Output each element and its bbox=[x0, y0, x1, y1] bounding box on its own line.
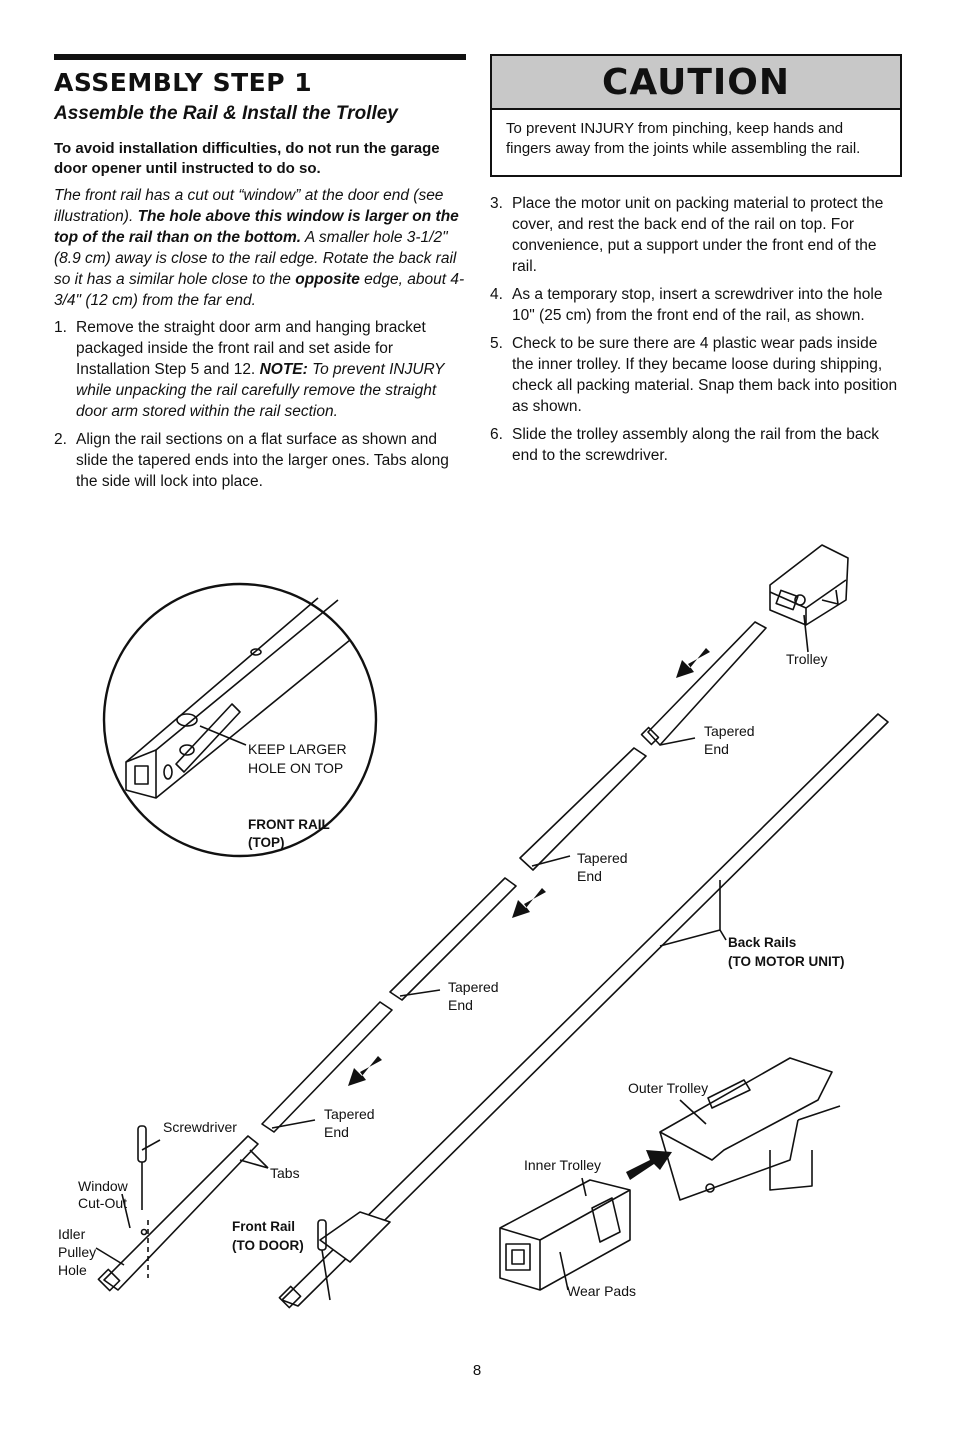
label-to-motor-unit: (TO MOTOR UNIT) bbox=[728, 954, 845, 969]
step-item-3 bbox=[490, 193, 902, 277]
step-text bbox=[76, 317, 466, 422]
intro-bold-2: opposite bbox=[295, 271, 360, 288]
label-screwdriver: Screwdriver bbox=[163, 1119, 237, 1135]
step-text: Align the rail sections on a flat surface as shown and slide the tapered ends into the larger ones. Tabs along the side will lock into place. bbox=[76, 431, 449, 490]
note-text: To prevent INJURY while unpacking the rail carefully remove the straight door arm stored within the rail section. bbox=[76, 361, 445, 420]
label-pulley: Pulley bbox=[58, 1244, 97, 1260]
arrow-icon bbox=[626, 1150, 672, 1180]
step-item-2 bbox=[54, 429, 466, 492]
step-text: Slide the trolley assembly along the rail from the back end to the screwdriver. bbox=[512, 426, 880, 464]
caution-heading: CAUTION bbox=[492, 56, 900, 110]
step-text: Place the motor unit on packing material to protect the cover, and rest the back end of the rail on top. For convenience, put a support under the front end of the rail. bbox=[512, 195, 884, 275]
label-inner-trolley: Inner Trolley bbox=[524, 1157, 602, 1173]
label-back-rails: Back Rails bbox=[728, 935, 797, 950]
step-number: 5. bbox=[490, 335, 503, 352]
page-title: ASSEMBLY STEP 1 bbox=[54, 68, 313, 97]
title-rule bbox=[54, 54, 466, 60]
label-hole-on-top: HOLE ON TOP bbox=[248, 760, 344, 776]
step-item-5 bbox=[490, 333, 902, 417]
step-text: As a temporary stop, insert a screwdriver into the hole 10" (25 cm) from the front end of the rail, as shown. bbox=[512, 286, 883, 324]
left-column bbox=[54, 54, 466, 499]
intro-part-3: edge, about 4-3/4" (12 cm) from the far end. bbox=[54, 271, 465, 309]
right-column bbox=[490, 54, 902, 473]
steps-list-left bbox=[54, 317, 466, 492]
label-front-rail-top: FRONT RAIL bbox=[248, 817, 330, 832]
rail-assembly-diagram bbox=[0, 500, 954, 1340]
arrow-icon bbox=[348, 1056, 382, 1086]
arrow-icon bbox=[512, 888, 546, 918]
label-end-3: End bbox=[448, 997, 473, 1013]
label-tapered-4: Tapered bbox=[324, 1106, 375, 1122]
steps-list-right bbox=[490, 193, 902, 466]
intro-part-1: The front rail has a cut out “window” at the door end (see illustration). bbox=[54, 187, 444, 225]
label-tapered-1: Tapered bbox=[704, 723, 755, 739]
label-end-4: End bbox=[324, 1124, 349, 1140]
label-end-1: End bbox=[704, 741, 729, 757]
label-hole: Hole bbox=[58, 1262, 87, 1278]
intro-bold-1: The hole above this window is larger on the top of the rail than on the bottom. bbox=[54, 208, 459, 246]
label-wear-pads: Wear Pads bbox=[567, 1283, 636, 1299]
inner-trolley-drawing bbox=[500, 1178, 630, 1290]
caution-box bbox=[490, 54, 902, 177]
step-number: 4. bbox=[490, 286, 503, 303]
step-item-4 bbox=[490, 284, 902, 326]
step-item-6 bbox=[490, 424, 902, 466]
step-number: 6. bbox=[490, 426, 503, 443]
page-subtitle: Assemble the Rail & Install the Trolley bbox=[54, 103, 398, 124]
trolley-drawing bbox=[770, 545, 848, 652]
step-text-main: Remove the straight door arm and hanging bracket packaged inside the front rail and set aside for Installation Step 5 and 12. bbox=[76, 319, 426, 378]
note-label: NOTE: bbox=[259, 361, 308, 378]
label-to-door: (TO DOOR) bbox=[232, 1238, 304, 1253]
step-number: 1. bbox=[54, 319, 67, 336]
label-keep-larger: KEEP LARGER bbox=[248, 741, 347, 757]
intro-paragraph bbox=[54, 185, 466, 311]
label-front-rail-door: Front Rail bbox=[232, 1219, 295, 1234]
caution-body: To prevent INJURY from pinching, keep hands and fingers away from the joints while assembling the rail. bbox=[506, 120, 861, 157]
label-tabs: Tabs bbox=[270, 1165, 300, 1181]
label-end-2: End bbox=[577, 868, 602, 884]
assembly-illustration bbox=[0, 500, 954, 1340]
detail-circle bbox=[104, 584, 376, 856]
step-text: Check to be sure there are 4 plastic wear pads inside the inner trolley. If they became loose during shipping, check all packing material. Snap them back into position as shown. bbox=[512, 335, 898, 415]
label-idler: Idler bbox=[58, 1226, 86, 1242]
intro-part-2: A smaller hole 3-1/2" (8.9 cm) away is close to the rail edge. Rotate the back rail so it has a similar hole close to the bbox=[54, 229, 457, 288]
label-cut-out: Cut-Out bbox=[78, 1195, 128, 1211]
step-item-1 bbox=[54, 317, 466, 422]
page-number: 8 bbox=[472, 1362, 482, 1379]
label-trolley: Trolley bbox=[786, 651, 828, 667]
label-window: Window bbox=[78, 1178, 128, 1194]
step-number: 3. bbox=[490, 195, 503, 212]
label-front-rail-top-2: (TOP) bbox=[248, 835, 285, 850]
label-tapered-3: Tapered bbox=[448, 979, 499, 995]
warning-text: To avoid installation difficulties, do not run the garage door opener until instructed to do so. bbox=[54, 140, 440, 177]
step-number: 2. bbox=[54, 431, 67, 448]
label-outer-trolley: Outer Trolley bbox=[628, 1080, 709, 1096]
label-tapered-2: Tapered bbox=[577, 850, 628, 866]
